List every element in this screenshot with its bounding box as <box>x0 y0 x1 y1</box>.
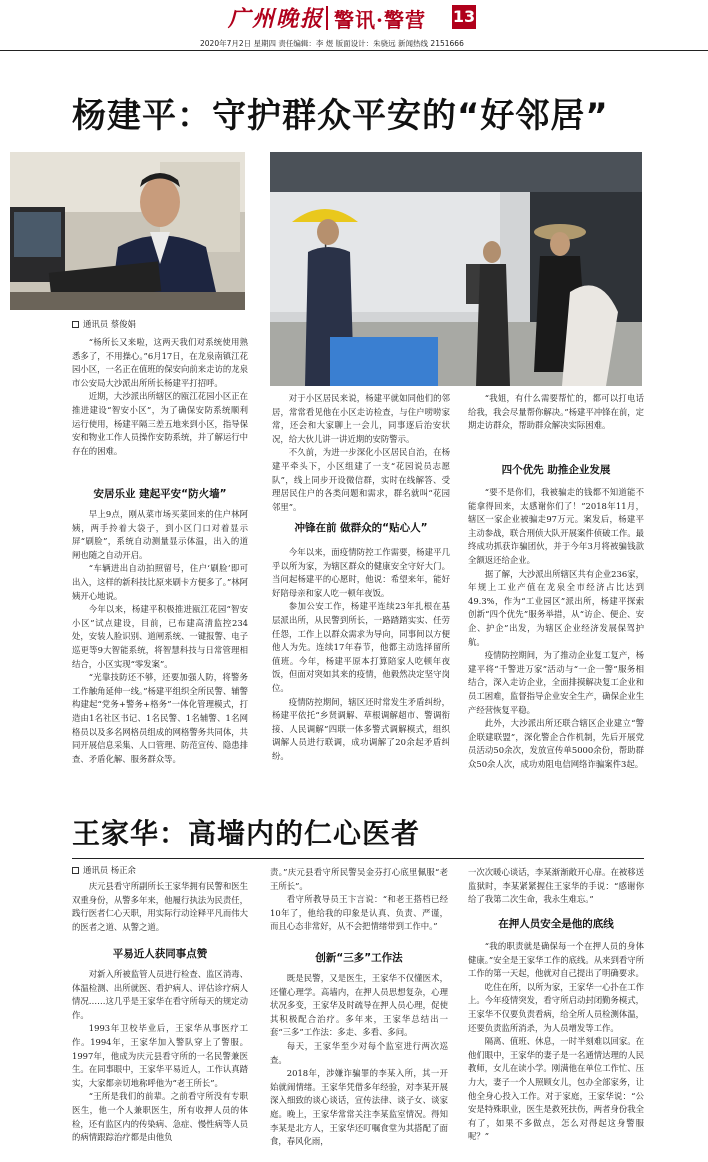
story2-headline: 王家华：高墙内的仁心医者 <box>72 817 421 850</box>
paragraph: 不久前，为进一步深化小区居民自治，在杨建平牵头下，小区组建了一支“花园说员志愿队”，线上同步开设微信群，实时在线解答、受理居民住户的各类问题和需求，群名就叫“花园邻里”。 <box>272 447 450 512</box>
section-name: 警讯·警营 <box>334 8 426 32</box>
story1-subhead-3: 四个优先 助推企业发展 <box>501 464 611 476</box>
paragraph: 早上9点，刚从菜市场买菜回来的住户林阿姨，两手拎着大袋子，到小区门口对着显示屏“刷脸”，系统自动测量显示体温，出入的道闸也随之自动开启。 <box>72 509 248 560</box>
story2-rule <box>72 858 644 859</box>
story2-col2-intro <box>270 866 448 936</box>
masthead-meta: 2020年7月2日 星期四 责任编辑：李 煜 版面设计：朱骁远 新闻热线 2151666 <box>200 39 464 48</box>
story2-col1-body <box>72 968 248 1158</box>
masthead-divider <box>326 6 328 30</box>
story1-byline-text: 通讯员 蔡俊娟 <box>83 319 136 329</box>
story2-subhead-3: 在押人员安全是他的底线 <box>498 918 614 930</box>
paragraph: 每天，王家华至少对每个监室进行两次巡查。 <box>270 1040 448 1065</box>
paragraph: 对于小区居民来说，杨建平就如同他们的邻居，常常看见他在小区走访检查，与住户唠唠家常，还会和大家聊上一会儿，同事逐后治安状况，给大伙儿讲一讲近期的安防警示。 <box>272 393 450 444</box>
page-number: 13 <box>452 5 476 29</box>
story1-col3-intro <box>468 392 644 446</box>
story2-col1-intro <box>72 880 248 936</box>
paper-name: 广州晚报 <box>228 6 325 32</box>
story2-byline-text: 通讯员 杨正余 <box>83 865 136 875</box>
story1-headline: 杨建平：守护群众平安的“好邻居” <box>72 96 609 136</box>
masthead-rule <box>0 50 708 51</box>
story1-byline <box>72 318 136 330</box>
paragraph: “光靠技防还不够，还要加强人防，将警务工作触角延伸一线。”杨建平组织全所民警、辅警构建起“党务+警务+格务”一体化管理模式，打造由1名社区书记、1名民警、1名辅警、1名网格员以及多名网格员组成的网格警务共同体，共同开展信息采集、人口管理、防范宣传、隐患排查、矛盾化解、服务群众等。 <box>72 672 248 764</box>
paragraph: 2018年，涉嫌诈骗罪的李某入所，其一开始就闹情绪。王家华凭借多年经验，对李某开展深入细致的谈心谈话，宣传法律、谈子女、谈家庭。晚上，王家华常常关注李某监室情况。得知李某是北方人，王家华还叮嘱食堂为其搭配了面食，春风化雨， <box>270 1068 448 1147</box>
paragraph: 此外，大沙派出所还联合辖区企业建立“警企联建联盟”，深化警企合作机制，先后开展党员活动50余次，发放宣传单5000余份，帮助群众50余人次，成功劝阻电信网络诈骗案件3起。 <box>468 718 644 769</box>
story1-col2-body <box>272 546 450 798</box>
byline-box-icon <box>72 867 79 874</box>
paragraph: 疫情防控期间，辖区还时常发生矛盾纠纷，杨建平依托“乡贤调解、草根调解超市、警调衔接、人民调解”四联一体多警式调解模式，组织调解人员进行联调，成功调解了20余起矛盾纠纷。 <box>272 696 450 761</box>
story1-col3-body <box>468 486 644 798</box>
masthead <box>0 0 708 48</box>
paragraph: “我的职责就是确保每一个在押人员的身体健康。”安全是王家华工作的底线。从来到看守所工作的第一天起，他就对自己提出了明确要求。 <box>468 941 644 979</box>
paragraph: 既是民警，又是医生，王家华不仅懂医术，还懂心理学。高墙内，在押人员思想复杂，心理状况多变，王家华及时疏导在押人员心理，促使其积极配合治疗。多年来，王家华总结出一套“三多”工作法：多走、多看、多问。 <box>270 973 448 1038</box>
byline-box-icon <box>72 321 79 328</box>
paragraph: 吃住在所，以所为家，王家华一心扑在工作上。今年疫情突发，看守所启动封闭勤务模式，王家华不仅要负责看病，给全所人员检测体温，还要负责监所消杀，为人员增发等工作。 <box>468 981 644 1033</box>
paragraph: 今年以来，面疫情防控工作需要，杨建平几乎以所为家，为辖区群众的健康安全守好大门。当问起杨建平的心愿时，他说：希望来年，能好好陪母亲和家人吃一顿年夜饭。 <box>272 547 450 598</box>
paragraph: “杨所长又来啦，这两天我们对系统使用熟悉多了，不用操心。”6月17日，在龙泉南镇江花园小区，一名正在值班的保安向前来走访的龙泉市公安局大沙派出所所长杨建平打招呼。 <box>72 337 248 388</box>
story1-subhead-1: 安居乐业 建起平安“防火墙” <box>93 488 227 500</box>
story1-col2-intro <box>272 392 450 514</box>
paragraph: 据了解，大沙派出所辖区共有企业236家，年规上工业产值在龙泉全市经济占比达到49.3%，作为“工业园区”派出所，杨建平探索创新“四个优先”服务举措，从“访企、便企、安企、护企”出发，为辖区企业经济发展保驾护航。 <box>468 568 644 647</box>
paragraph: 责。”庆元县看守所民警吴金芬打心底里佩服“老王所长”。 <box>270 867 448 891</box>
paragraph: 1993年卫校毕业后，王家华从事医疗工作。1994年，王家华加入警队穿上了警服。1997年，他成为庆元县看守所的一名民警兼医生。在同事眼中，王家华平易近人，工作认真踏实，大家都亲切地称呼他为“老王所长”。 <box>72 1023 248 1088</box>
paragraph: 隔离、值班、休息，一时半刻难以回家。在他们眼中，王家华的妻子是一名通情达理的人民教师，女儿在读小学。刚满他在单位工作忙、压力大，妻子一个人照顾女儿，包办全部家务，让他全身心投入工作。对于家庭，王家华说：“公安是特殊职业，医生是救死扶伤，两者身份我全有了，如果不多做点，怎么对得起这身警服呢？” <box>468 1036 644 1142</box>
paragraph: “我姐，有什么需要帮忙的，都可以打电话给我，我会尽量帮你解决。”杨建平冲锋在前，定期走访群众，帮助群众解决实际困难。 <box>468 393 644 431</box>
paragraph: 看守所教导员王卞言说：“和老王搭档已经10年了，他给我的印象是认真、负责、严谨，而且心态非常好，从不会把情绪带到工作中。” <box>270 894 448 932</box>
story1-subhead-2: 冲锋在前 做群众的“贴心人” <box>294 522 428 534</box>
paragraph: 今年以来，杨建平积极推进瓯江花园“智安小区”试点建设，目前，已布建高清监控234处，安装人脸识别、道闸系统、一键报警、电子巡更等9大智能系统，将智慧科技与日常管理相结合，小区实现“零发案”。 <box>72 604 248 669</box>
story1-col1-body <box>72 508 248 798</box>
story2-col3-intro <box>468 866 644 910</box>
story2-col2-body <box>270 972 448 1158</box>
officer-portrait-photo <box>10 152 245 310</box>
story2-subhead-2: 创新“三多”工作法 <box>315 952 403 964</box>
paragraph: 一次次暖心谈话，李某渐渐敞开心扉。在被移送监狱时，李某紧紧握住王家华的手说：“感谢你给了我第二次生命，我永生难忘。” <box>468 867 644 905</box>
story2-byline <box>72 864 136 876</box>
market-visit-photo <box>270 152 642 386</box>
story1-col1-intro <box>72 336 248 456</box>
paragraph: 对新入所被监管人员进行检查、监区消毒、体温检测、出所就医、看护病人、评估诊疗病人情况……这几乎是王家华在看守所每天的规定动作。 <box>72 969 248 1020</box>
paragraph: “王所是我们的前辈。之前看守所没有专职医生，他一个人兼职医生，所有收押人员的体检，还有监区内的传染病、急症、慢性病等人员的病情跟踪治疗都是由他负 <box>72 1091 248 1143</box>
paragraph: “车辆进出自动拍照留号，住户‘刷脸’即可出入，这样的新科技比原来刷卡方便多了。”林阿姨开心地说。 <box>72 563 248 601</box>
story2-subhead-1: 平易近人获同事点赞 <box>112 948 208 960</box>
paragraph: 疫情防控期间，为了推动企业复工复产，杨建平将“千警进万家”活动与“一企一警”服务相结合，深入走访企业，全面排摸解决复工企业和员工困难，监督指导企业安全生产，确保企业生产经营恢复平稳。 <box>468 650 644 715</box>
story2-col3-body <box>468 940 644 1158</box>
paragraph: 近期，大沙派出所辖区的瓯江花园小区正在推进建设“智安小区”，为了确保安防系统顺利运行使用，杨建平隔三差五地来到小区，指导保安和物业工作人员操作安防系统，并了解运行中存在的困难。 <box>72 391 248 456</box>
paragraph: “要不是你们，我被骗走的钱都不知道能不能拿得回来，太感谢你们了！”2018年11月，辖区一家企业被骗走97万元。案发后，杨建平主动参战，联合刑侦大队开展案件侦破工作。最终成功抓获诈骗团伙，并于今年3月将被骗钱款全额返还给企业。 <box>468 487 644 565</box>
paragraph: 参加公安工作，杨建平连续23年扎根在基层派出所，从民警到所长，一路踏踏实实、任劳任怨，工作上以群众需求为导向，同事间以方便他人为先。连续17年春节，他都主动选择留所值班。今年，杨建平原本打算陪家人吃顿年夜饭，但面对突如其来的疫情，他毅然决定坚守岗位。 <box>272 601 450 693</box>
paragraph: 庆元县看守所副所长王家华拥有民警和医生双重身份，从警多年来，他履行执法为民责任，践行医者仁心天职，用实际行动诠释平凡而伟大的医者之道、从警之道。 <box>72 881 248 932</box>
